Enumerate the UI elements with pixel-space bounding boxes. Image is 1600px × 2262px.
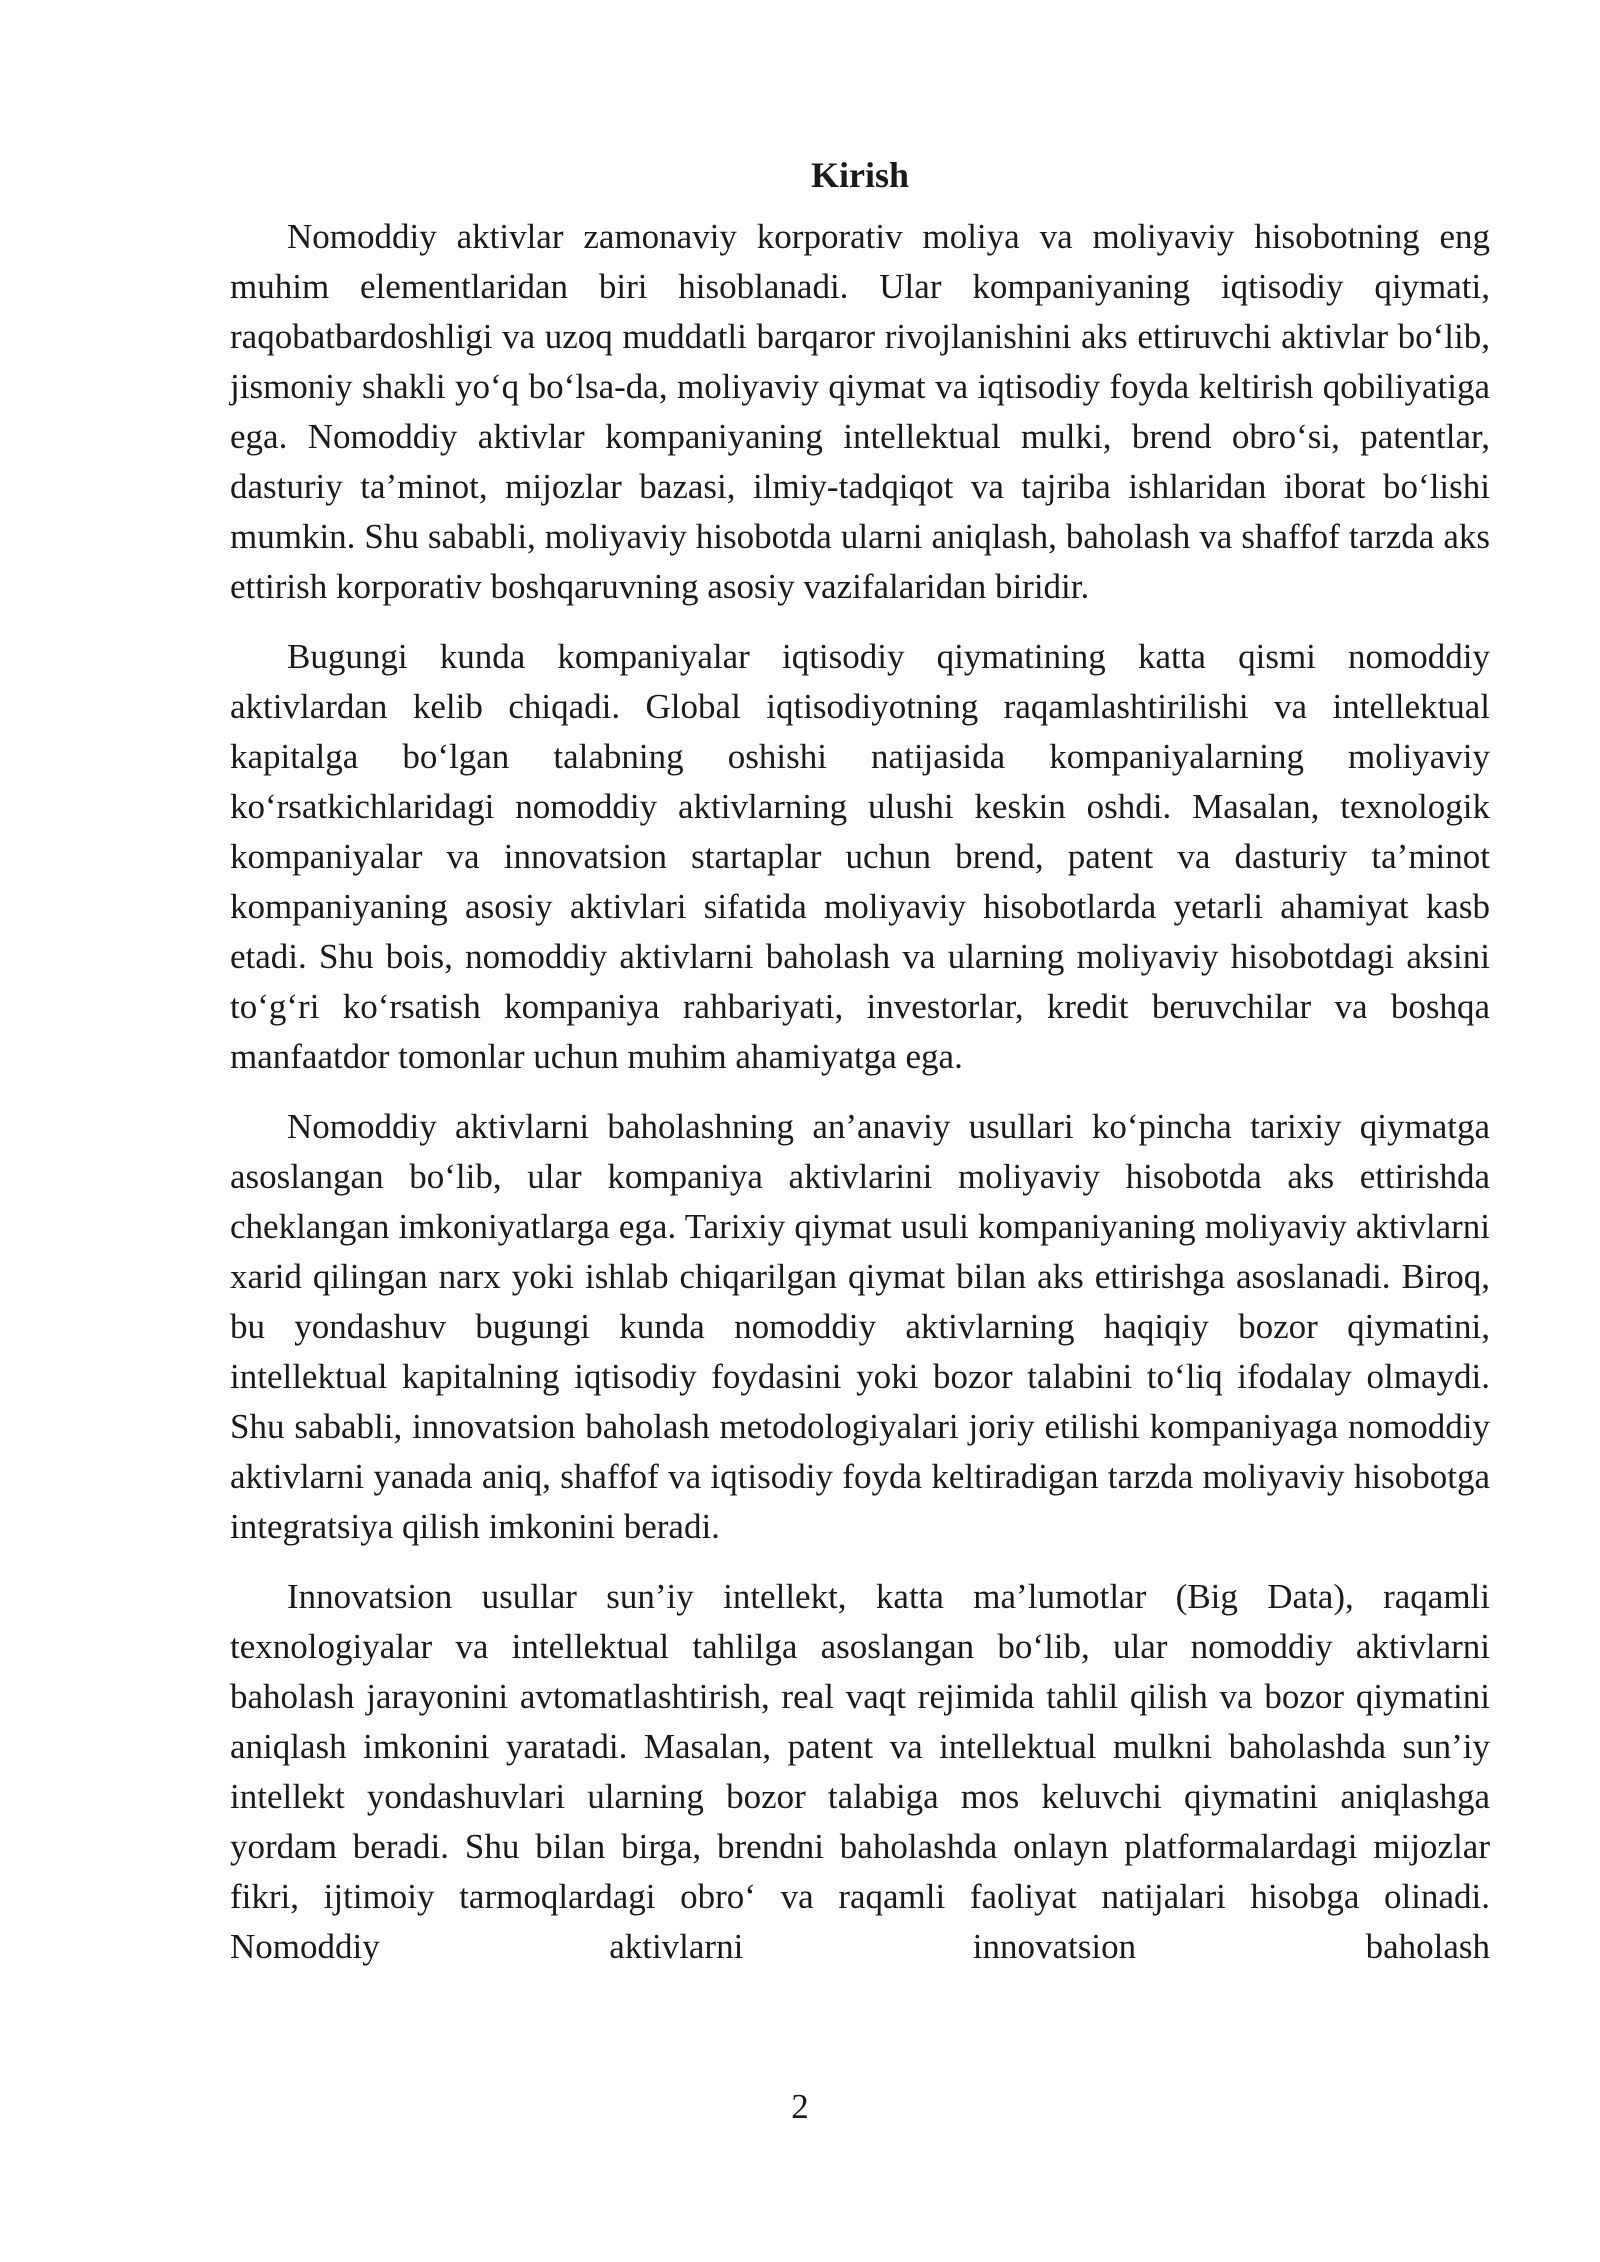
paragraph-3: Nomoddiy aktivlarni baholashning an’anaviy usullari ko‘pincha tarixiy qiymatga asoslangan bo‘lib, ular kompaniya aktivlarini moliyaviy hisobotda aks ettirishda cheklangan imkoniyatlarga ega. Tarixiy qiymat usuli kompaniyaning moliyaviy aktivlarni xarid qilingan narx yoki ishlab chiqarilgan qiymat bilan aks ettirishga asoslanadi. Biroq, bu yondashuv bugungi kunda nomoddiy aktivlarning haqiqiy bozor qiymatini, intellektual kapitalning iqtisodiy foydasini yoki bozor talabini to‘liq ifodalay olmaydi. Shu sababli, innovatsion baholash metodologiyalari joriy etilishi kompaniyaga nomoddiy aktivlarni yanada aniq, shaffof va iqtisodiy foyda keltiradigan tarzda moliyaviy hisobotga integratsiya qilish imkonini beradi. <box>230 1107 1490 1546</box>
paragraph-4: Innovatsion usullar sun’iy intellekt, katta ma’lumotlar (Big Data), raqamli texnologiyalar va intellektual tahlilga asoslangan bo‘lib, ular nomoddiy aktivlarni baholash jarayonini avtomatlashtirish, real vaqt rejimida tahlil qilish va bozor qiymatini aniqlash imkonini yaratadi. Masalan, patent va intellektual mulkni baholashda sun’iy intellekt yondashuvlari ularning bozor talabiga mos keluvchi qiymatini aniqlashga yordam beradi. Shu bilan birga, brendni baholashda onlayn platformalardagi mijozlar fikri, ijtimoiy tarmoqlardagi obro‘ va raqamli faoliyat natijalari hisobga olinadi. Nomoddiy aktivlarni innovatsion baholash <box>230 1577 1490 1966</box>
paragraph-1: Nomoddiy aktivlar zamonaviy korporativ moliya va moliyaviy hisobotning eng muhim elementlaridan biri hisoblanadi. Ular kompaniyaning iqtisodiy qiymati, raqobatbardoshligi va uzoq muddatli barqaror rivojlanishini aks ettiruvchi aktivlar bo‘lib, jismoniy shakli yo‘q bo‘lsa-da, moliyaviy qiymat va iqtisodiy foyda keltirish qobiliyatiga ega. Nomoddiy aktivlar kompaniyaning intellektual mulki, brend obro‘si, patentlar, dasturiy ta’minot, mijozlar bazasi, ilmiy-tadqiqot va tajriba ishlaridan iborat bo‘lishi mumkin. Shu sababli, moliyaviy hisobotda ularni aniqlash, baholash va shaffof tarzda aks ettirish korporativ boshqaruvning asosiy vazifalaridan biridir. <box>230 217 1490 606</box>
paragraph-2: Bugungi kunda kompaniyalar iqtisodiy qiymatining katta qismi nomoddiy aktivlardan kelib chiqadi. Global iqtisodiyotning raqamlashtirilishi va intellektual kapitalga bo‘lgan talabning oshishi natijasida kompaniyalarning moliyaviy ko‘rsatkichlaridagi nomoddiy aktivlarning ulushi keskin oshdi. Masalan, texnologik kompaniyalar va innovatsion startaplar uchun brend, patent va dasturiy ta’minot kompaniyaning asosiy aktivlari sifatida moliyaviy hisobotlarda yetarli ahamiyat kasb etadi. Shu bois, nomoddiy aktivlarni baholash va ularning moliyaviy hisobotdagi aksini to‘g‘ri ko‘rsatish kompaniya rahbariyati, investorlar, kredit beruvchilar va boshqa manfaatdor tomonlar uchun muhim ahamiyatga ega. <box>230 637 1490 1076</box>
document-page <box>230 146 1490 1972</box>
section-title: Kirish <box>810 155 909 195</box>
page-number: 2 <box>791 2087 809 2126</box>
